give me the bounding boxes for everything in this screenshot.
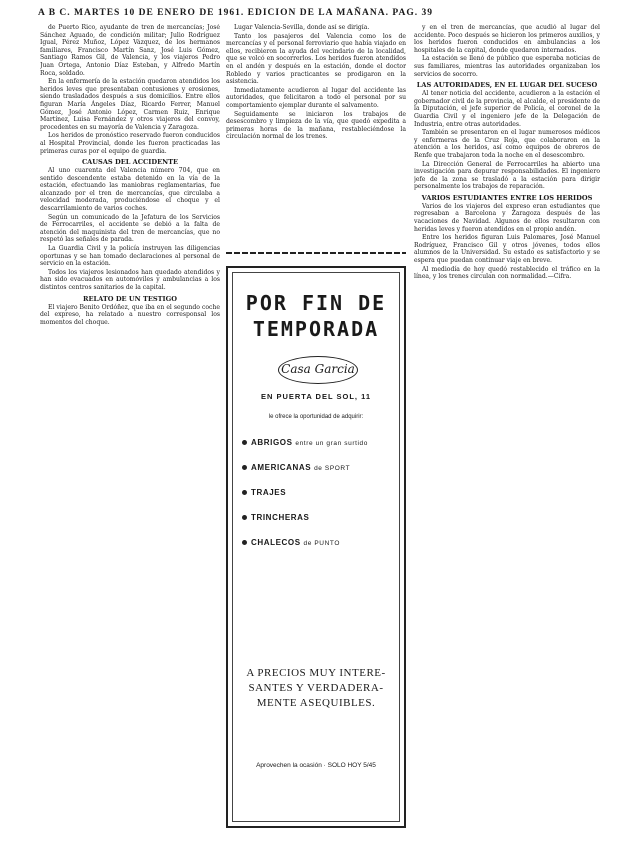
article-paragraph: Todos los viajeros lesionados han quedado atendidos y han sido evacuados en automóviles y ambulancias a los distintos centros sanitarios de la capital. (40, 268, 220, 291)
article-paragraph: Los heridos de pronóstico reservado fueron conducidos al Hospital Provincial, donde les fueron practicadas las primeras curas por el equipo de guardia. (40, 132, 220, 155)
article-paragraph: Al mediodía de hoy quedó restablecido el tráfico en la línea, y los trenes circulan con normalidad.—Cifra. (414, 265, 600, 281)
ad-footer: Aprovechen la ocasión · SOLO HOY 5/45 (256, 762, 376, 769)
ad-item-label: CHALECOS (251, 538, 301, 547)
bullet-icon (242, 465, 247, 470)
article-paragraph: En la enfermería de la estación quedaron atendidos los heridos leves que presentaban contusiones y erosiones, siendo trasladados después a sus domicilios. Entre ellos figuran María Ángeles Díaz, Ricardo Ferrer, Manuel Gómez, José Antonio López, Carmen Ruiz, Enrique Martínez, Luisa Fernández y otros viajeros del convoy, procedentes en su mayoría de Valencia y Zaragoza. (40, 78, 220, 131)
ad-prices-text (238, 666, 394, 711)
column-left (40, 24, 220, 836)
ad-item-label: AMERICANAS (251, 463, 312, 472)
ad-title (228, 290, 404, 342)
ad-offer-text: le ofrece la oportunidad de adquirir: (268, 414, 364, 420)
article-paragraph: Entre los heridos figuran Luis Palomares, José Manuel Rodríguez, Francisco Gil y otros jóvenes, todos ellos alumnos de la Universidad. Su estado es satisfactorio y se espera que puedan continuar viaje en breve. (414, 234, 600, 265)
ad-item (242, 438, 392, 449)
ad-title-line: TEMPORADA (252, 317, 380, 341)
ad-item-label: TRAJES (251, 488, 287, 497)
article-paragraph: Varios de los viajeros del expreso eran estudiantes que regresaban a Barcelona y Zaragoza después de las vacaciones de Navidad. Algunos de ellos resultaron con heridas leves y fueron atendidos en el propio andén. (414, 202, 600, 233)
ad-item-extra: entre un gran surtido (295, 440, 368, 447)
ad-prices-line: MENTE ASEQUIBLES. (256, 697, 376, 709)
page-header: A B C. MARTES 10 DE ENERO DE 1961. EDICION DE LA MAÑANA. PAG. 39 (38, 8, 433, 18)
section-heading: CAUSAS DEL ACCIDENTE (81, 158, 179, 167)
store-logo: Casa Garcia (278, 356, 358, 384)
section-heading: LAS AUTORIDADES, EN EL LUGAR DEL SUCESO (416, 81, 598, 90)
article-paragraph: La estación se llenó de público que esperaba noticias de sus familiares, mientras las autoridades organizaban los servicios de socorro. (414, 55, 600, 78)
ad-item (242, 488, 392, 499)
section-heading: VARIOS ESTUDIANTES ENTRE LOS HERIDOS (421, 193, 593, 202)
article-paragraph: y en el tren de mercancías, que acudió al lugar del accidente. Poco después se hicieron los primeros auxilios, y los heridos fueron conducidos en ambulancias a los hospitales de la capital, donde quedaron internados. (414, 24, 600, 54)
bullet-icon (242, 540, 247, 545)
article-paragraph: Lugar Valencia-Sevilla, donde así se dirigía. (234, 24, 370, 31)
bullet-icon (242, 515, 247, 520)
ad-item (242, 538, 392, 549)
article-paragraph: Inmediatamente acudieron al lugar del accidente las autoridades, que felicitaron a todo el personal por su comportamiento ejemplar durante el salvamento. (226, 86, 406, 109)
article-paragraph: La Guardia Civil y la policía instruyen las diligencias oportunas y se han tomado declaraciones al personal de servicio en la estación. (40, 245, 220, 268)
advertisement-box (226, 266, 406, 828)
ad-prices-line: A PRECIOS MUY INTERE- (246, 667, 386, 679)
ad-item-extra: de SPORT (314, 465, 351, 472)
ad-item-list (242, 438, 392, 563)
article-paragraph: También se presentaron en el lugar numerosos médicos y enfermeras de la Cruz Roja, que colaboraron en la atención a los heridos, así como equipos de obreros de Renfe que trabajaron toda la noche en el desescombro. (414, 129, 600, 159)
column-right (414, 24, 600, 836)
ad-item (242, 463, 392, 474)
article-paragraph: El viajero Benito Ordóñez, que iba en el segundo coche del expreso, ha relatado a nuestro corresponsal los momentos del choque. (40, 303, 220, 326)
ad-item-label: ABRIGOS (251, 438, 293, 447)
article-paragraph: Al uno cuarenta del Valencia número 704, que en sentido descendente estaba detenido en la vía de la estación, efectuando las maniobras reglamentarias, fue alcanzado por el tren de mercancías, que circulaba a velocidad moderada, produciéndose el choque y el descarrilamiento de varios coches. (40, 167, 220, 213)
ad-item (242, 513, 392, 524)
column-middle (226, 24, 406, 248)
bullet-icon (242, 490, 247, 495)
ad-item-extra: de PUNTO (303, 540, 340, 547)
article-paragraph: Tanto los pasajeros del Valencia como los de mercancías y el personal ferroviario que había viajado en ellos, recibieron la ayuda del vecindario de la localidad, que se volcó en socorrerlos. Los heridos fueron atendidos en el andén y después en la estación, donde el doctor Robledo y varios practicantes se prodigaron en la asistencia. (226, 32, 406, 86)
section-heading: RELATO DE UN TESTIGO (82, 294, 177, 303)
bullet-icon (242, 440, 247, 445)
store-address: EN PUERTA DEL SOL, 11 (260, 392, 372, 401)
article-paragraph: Seguidamente se iniciaron los trabajos de desescombro y limpieza de la vía, que quedó expedita a primeras horas de la mañana, restableciéndose la circulación normal de los trenes. (226, 110, 406, 141)
article-paragraph: La Dirección General de Ferrocarriles ha abierto una investigación para depurar responsabilidades. El ingeniero jefe de la zona se trasladó a la estación para dirigir personalmente los trabajos de reparación. (414, 160, 600, 191)
ad-item-label: TRINCHERAS (251, 513, 310, 522)
ad-prices-line: SANTES Y VERDADERA- (248, 682, 384, 694)
article-paragraph: Según un comunicado de la Jefatura de los Servicios de Ferrocarriles, el accidente se debió a la falta de atención del maquinista del tren de mercancías, que no respetó las señales de parada. (40, 213, 220, 244)
article-paragraph: Al tener noticia del accidente, acudieron a la estación el gobernador civil de la provincia, el alcalde, el presidente de la Diputación, el jefe superior de Policía, el coronel de la Guardia Civil y el ingeniero jefe de la Delegación de Industria, entre otras autoridades. (414, 90, 600, 128)
article-paragraph: de Puerto Rico, ayudante de tren de mercancías; José Sánchez Aguado, de condición militar; Julio Rodríguez Igual, Pérez Muñoz, López Vázquez, de los hermanos familiares, Francisco Martín Sanz, José Luis Gómez, Santiago Ramos Gil, de Valencia, y los viajeros Pedro Juan Ortega, Antonio Díaz Esteban, y Alfredo Martín Roca, soldado. (40, 24, 220, 77)
dotted-rule (226, 252, 406, 254)
ad-title-line: POR FIN DE (245, 291, 387, 315)
